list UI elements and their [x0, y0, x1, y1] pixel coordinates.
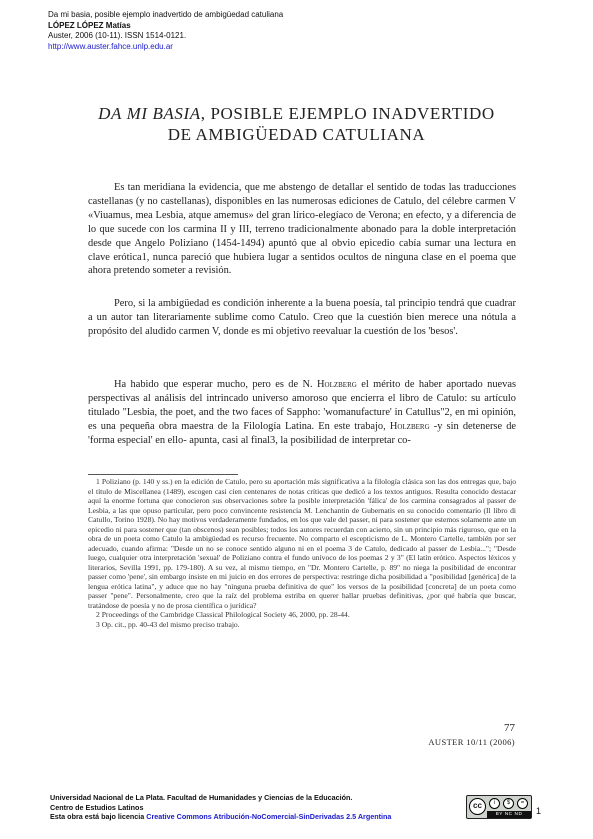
cc-band-text: BY NC ND [487, 811, 531, 818]
body-paragraph-2: Pero, si la ambigüedad es condición inherente a la buena poesía, tal principio tendrá que cuadrar a un autor tan literariamente sublime como Catulo. Creo que la cuestión bien merece una nótula a propósito del aludido carmen V, donde es mi objetivo reevaluar la cuestión de los 'besos'. [88, 298, 516, 337]
footnote-2: 2 Proceedings of the Cambridge Classical Philological Society 46, 2000, pp. 28-44. [96, 610, 350, 619]
title-rest: , POSIBLE EJEMPLO INADVERTIDO [200, 104, 495, 123]
header-citation: Auster, 2006 (10-11). ISSN 1514-0121. [48, 31, 187, 40]
sheet-number: 1 [536, 806, 542, 816]
footnote-1: 1 Poliziano (p. 140 y ss.) en la edición de Catulo, pero su aportación más significativa a la filología clásica son las dos entregas que, bajo el título de Miscellanea (1489), escogen casi cien centenares de notas críticas que dedicó a los textos antiguos. Resulta conocido destacar aquí la enorme fortuna que conocieron sus observaciones sobre la posible interpretación 'fálica' de los carmina consagrados al passer de Lesbia, a las que opuso particular, pero poco convincente resistencia M. Lenchantin de Gubernatis en su conocido comentario (Il libro di Catullo, Torino 1928). No hay motivos verdaderamente fundados, en los que vale del passer, ni para sostener que estemos solamente ante un epicedio ni para sostener que (tan obscenos) sean posibles; todos los autores recuerdan con acierto, sin un principio más riguroso, que en la obra de un poeta como Catulo la ambigüedad es recurso frecuente. No comparto el escepticismo de L. Montero Cartelle, también por ser adecuado, cuando afirma: "Desde un no se conoce sentido alguno ni en el poema 3 de Catulo, dedicado al passer de Lesbia..."; "Desde luego, cualquier otra interpretación 'sexual' de Poliziano contra el fundo unívoco de los poemas 2 y 3" (El latín erótico. Aspectos léxicos y literarios, Sevilla 1991, pp. 179-180). A su vez, al mismo tiempo, en "Dr. Montero Cartelle, p. 89" no niega la posibilidad de encontrar passer como 'pene', sin embargo insiste en mi juicio en dos errores de perspectiva: restringe dicha posibilidad a "posibilidad [genérica] de la lengua erótica latina", y aduce que no hay "ninguna prueba definitiva de que" los versos de la posibilidad [concreta] de un poeta como passer "pene". Personalmente, creo que la raíz del problema estriba en querer hallar pruebas definitivas, ¿por qué habría que buscar, tratándose de poesía y no de prosa científica o jurídica? [88, 477, 516, 610]
document-header [48, 10, 283, 52]
journal-issue: AUSTER 10/11 (2006) [428, 737, 515, 747]
title-line-2: DE AMBIGÜEDAD CATULIANA [167, 125, 426, 144]
title-italic: DA MI BASIA [98, 104, 201, 123]
nc-icon: $ [503, 798, 514, 809]
header-author: LÓPEZ LÓPEZ Matías [48, 20, 131, 30]
footer-university: Universidad Nacional de La Plata. Facultad de Humanidades y Ciencias de la Educación. [50, 793, 353, 802]
page-number: 77 [504, 722, 515, 734]
footer-center: Centro de Estudios Latinos [50, 802, 144, 812]
body-paragraph-3 [88, 378, 516, 448]
header-title-line: Da mi basia, posible ejemplo inadvertido de ambigüedad catuliana [48, 10, 284, 19]
header-link[interactable]: http://www.auster.fahce.unlp.edu.ar [48, 41, 173, 51]
license-link[interactable]: Creative Commons Atribución-NoComercial-SinDerivadas 2.5 Argentina [146, 812, 392, 822]
article-title [0, 103, 593, 145]
p3-part-c: el mérito de haber aportado nuevas perspectivas al análisis del intrincado universo amoroso que encierra el libro de Catulo: su artículo titulado "Lesbia, the poet, and the two faces of Sappho: 'womanufacture' in Catullus"2, en mi opinión, es una pequeña obra maestra de la Filología Latina. En este trabajo, [88, 379, 517, 432]
author-name-smallcaps: Holzberg [317, 379, 357, 390]
cc-icon: cc [469, 798, 486, 815]
by-icon: i [489, 798, 500, 809]
footnote-3: 3 Op. cit., pp. 40-43 del mismo preciso trabajo. [96, 619, 240, 629]
body-paragraph-1: Es tan meridiana la evidencia, que me abstengo de detallar el sentido de todas las traducciones castellanas (y no castellanas), disponibles en las numerosas ediciones de Catulo, del célebre carmen V «Viuamus, mea Lesbia, atque amemus» del gran lírico-elegíaco de Verona; en efecto, y a diferencia de lo que sucede con los carmina II y III, terreno tradicionalmente abonado para la doble interpretación desde que Angelo Poliziano (1454-1494) apuntó que al obvio epicedio cabía sumar una lectura en clave erótica1, nunca pareció que hubiera lugar a sentidos ocultos de ninguna clase en el poema que ahora pretendo someter a revisión. [88, 182, 516, 277]
nd-icon: = [517, 798, 528, 809]
cc-license-badge[interactable] [466, 795, 532, 819]
author-name-smallcaps-2: Holzberg [389, 420, 430, 432]
footer-license-prefix: Esta obra está bajo licencia [50, 812, 147, 822]
p3-part-a: Ha habido que esperar mucho, pero es de N. [114, 379, 318, 390]
document-footer [50, 793, 391, 822]
footnotes [88, 477, 516, 629]
footnote-rule [88, 474, 238, 475]
p3-part-e: -y sin detenerse de 'forma especial' en ello- apunta, casi al final3, la posibilidad de interpretar co- [88, 420, 517, 446]
